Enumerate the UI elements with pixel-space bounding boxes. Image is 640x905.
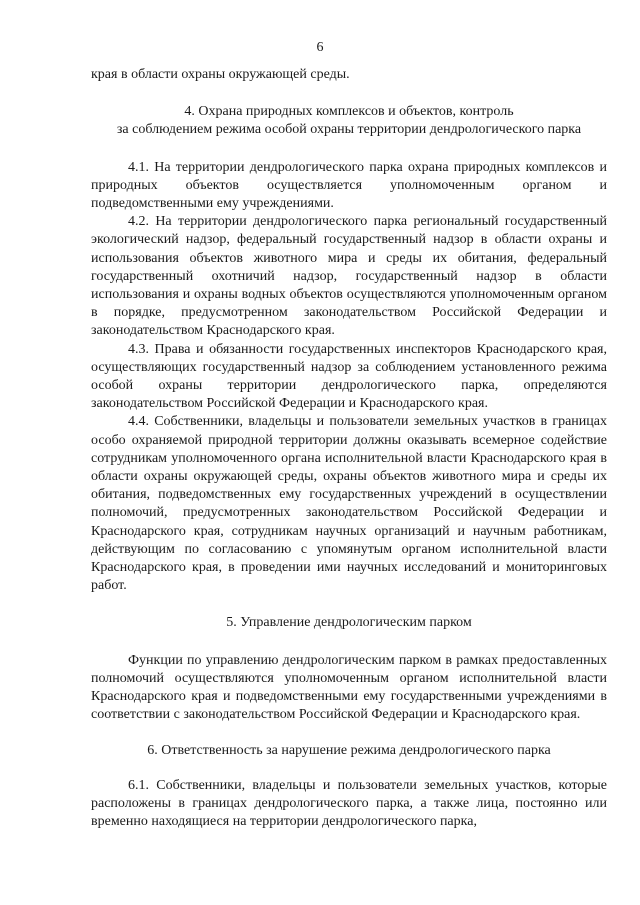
section-6-heading: 6. Ответственность за нарушение режима дендрологического парка (147, 742, 551, 758)
paragraph-4-4: 4.4. Собственники, владельцы и пользователи земельных участков в границах особо охраняемой природной территории должны оказывать всемерное содействие сотрудникам уполномоченного органа исполнительной власти Краснодарского края в области охраны окружающей среды, охраны объектов животного мира и среды их обитания, подведомственных ему государственных учреждений в осуществлении полномочий, предусмотренных законодательством Российской Федерации и Краснодарского края, сотрудникам научных организаций и научным работникам, действующим по согласованию с упомянутым органом исполнительной власти Краснодарского края, в проведении ими научных исследований и мониторинговых работ. (91, 414, 607, 594)
section-4-heading-line-2: за соблюдением режима особой охраны территории дендрологического парка (116, 122, 582, 138)
paragraph-4-1: 4.1. На территории дендрологического парка охрана природных комплексов и природных объектов осуществляется уполномоченным органом и подведомственными ему учреждениями. (91, 159, 607, 212)
section-5-heading: 5. Управление дендрологическим парком (226, 615, 472, 631)
page-number: 6 (316, 40, 324, 55)
continuation-text: края в области охраны окружающей среды. (91, 67, 350, 82)
paragraph-5: Функции по управлению дендрологическим парком в рамках предоставленных полномочий осуществляются уполномоченным органом исполнительной власти Краснодарского края и подведомственными ему государственными учреждениями в соответствии с законодательством Российской Федерации и Краснодарского края. (91, 652, 607, 723)
section-5 (91, 614, 607, 724)
paragraph-4-3: 4.3. Права и обязанности государственных инспекторов Краснодарского края, осуществляющих государственный надзор за соблюдением установленного режима особой охраны территории дендрологического парка, определяются законодательством Российской Федерации и Краснодарского края. (91, 341, 607, 412)
section-4-heading-line-1: 4. Охрана природных комплексов и объектов, контроль (184, 104, 514, 120)
section-6 (91, 742, 607, 832)
paragraph-4-2: 4.2. На территории дендрологического парка региональный государственный экологический надзор, федеральный государственный надзор в области охраны и использования объектов животного мира и среды их обитания, федеральный государственный охотничий надзор, государственный надзор в области использования и охраны водных объектов осуществляются уполномоченным органом в порядке, предусмотренном законодательством Российской Федерации и законодательством Краснодарского края. (91, 214, 607, 339)
paragraph-6-1: 6.1. Собственники, владельцы и пользователи земельных участков, которые расположены в границах дендрологического парка, а также лица, постоянно или временно находящиеся на территории дендрологического парка, (91, 777, 607, 830)
document-body (91, 66, 607, 831)
section-4 (91, 103, 607, 595)
